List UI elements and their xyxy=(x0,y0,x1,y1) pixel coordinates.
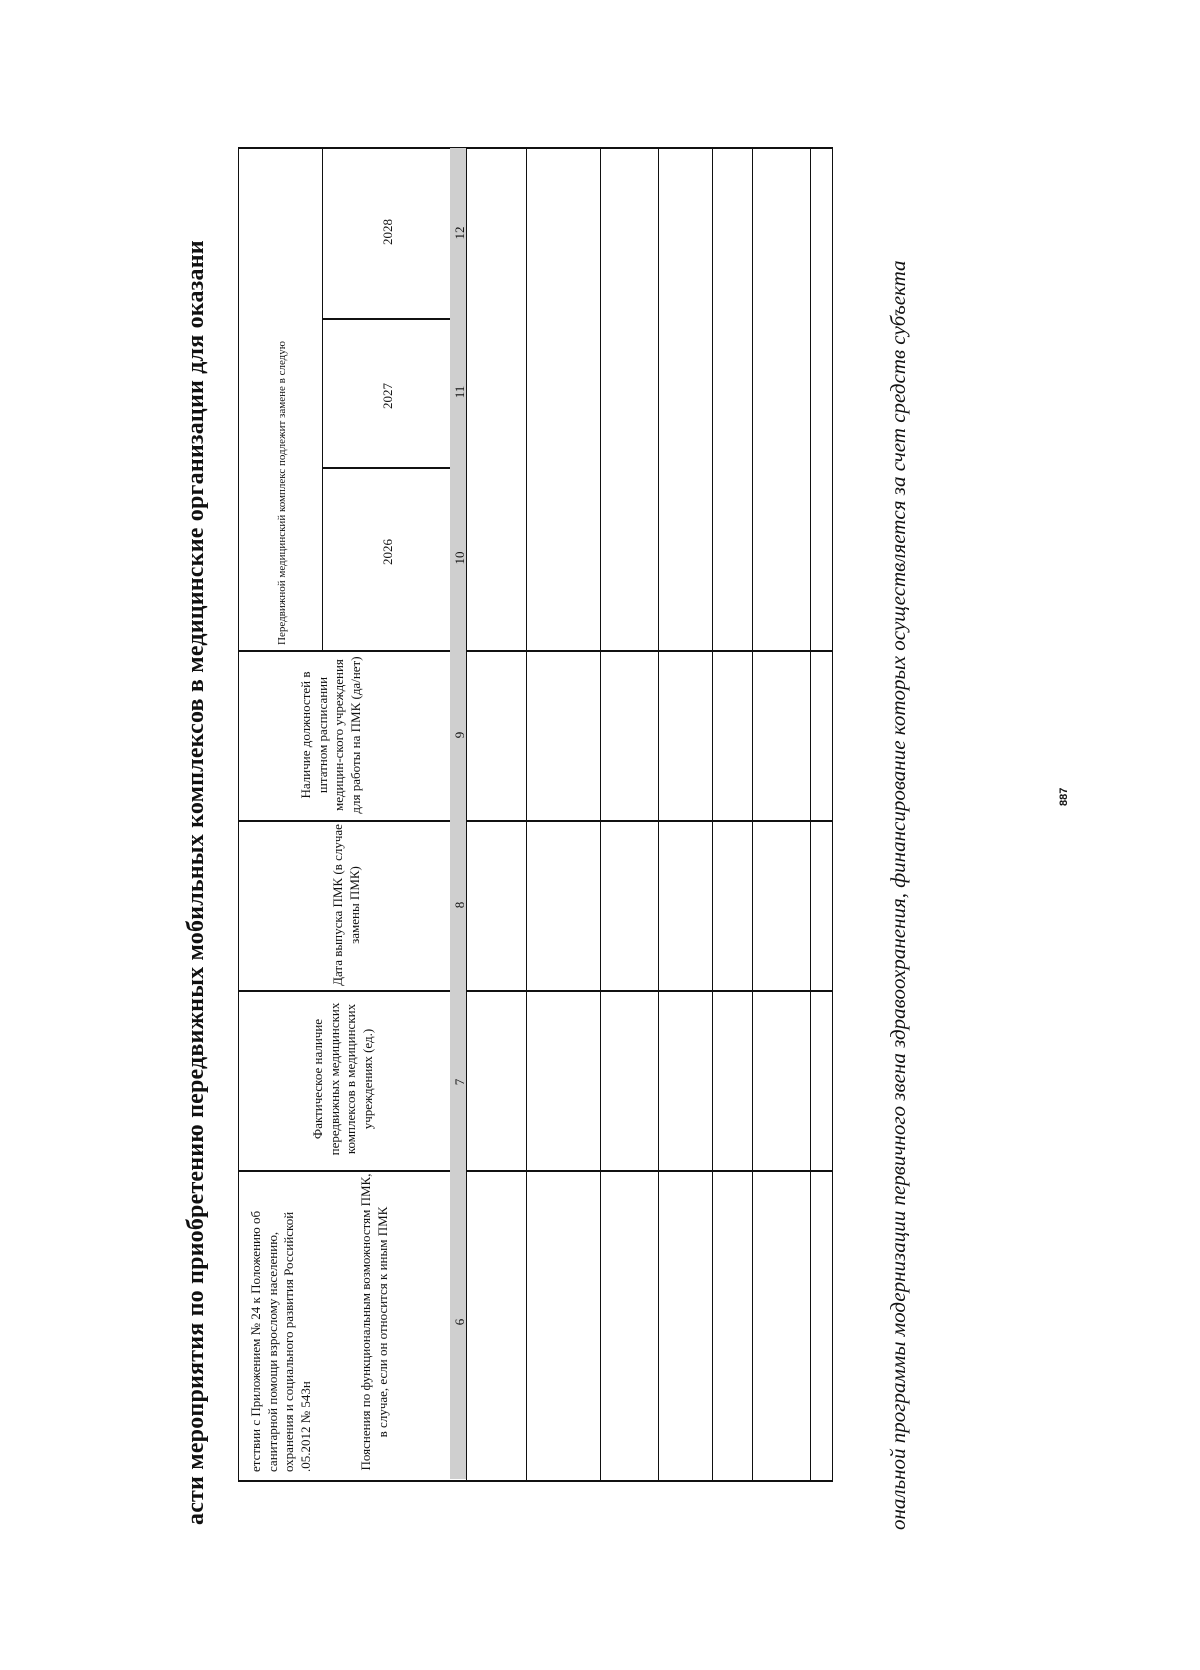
column-number-8: 8 xyxy=(452,901,467,909)
column-number-11: 11 xyxy=(452,385,467,399)
header-col8: Дата выпуска ПМК (в случае замены ПМК) xyxy=(330,824,362,986)
column-number-12: 12 xyxy=(452,226,467,240)
column-number-9: 9 xyxy=(452,731,467,739)
column-number-10: 10 xyxy=(452,551,467,565)
header-col7: Фактическое наличие передвижных медицинских комплексов в медицинских учреждениях (ед.) xyxy=(310,1002,375,1156)
year-2028: 2028 xyxy=(380,219,395,245)
column-number-6: 6 xyxy=(452,1318,467,1326)
year-2027: 2027 xyxy=(380,383,395,409)
header-col6-top: етствии с Приложением № 24 к Положению об санитарной помощи взрослому населению, охранения и социального развития Российской .05.2012 № 543н xyxy=(248,1210,313,1472)
header-col6: Пояснения по функциональным возможностям ПМК, в случае, если он относится к иным ПМК xyxy=(358,1173,390,1471)
header-col9: Наличие должностей в штатном расписании медицин-ского учреждения для работы на ПМК (да/нет) xyxy=(298,656,363,814)
footer-text: ональной программы модернизации первичного звена здравоохранения, финансирование которых осуществляется за счет средств субъекта xyxy=(886,260,910,1530)
year-2026: 2026 xyxy=(380,539,395,565)
page-title: асти мероприятия по приобретению передвижных мобильных комплексов в медицинские организации для оказани xyxy=(183,240,209,1525)
column-number-7: 7 xyxy=(452,1078,467,1086)
header-replace: Передвижной медицинский комплекс подлежит замене в следую xyxy=(276,341,288,645)
page-number: 887 xyxy=(1058,787,1070,806)
